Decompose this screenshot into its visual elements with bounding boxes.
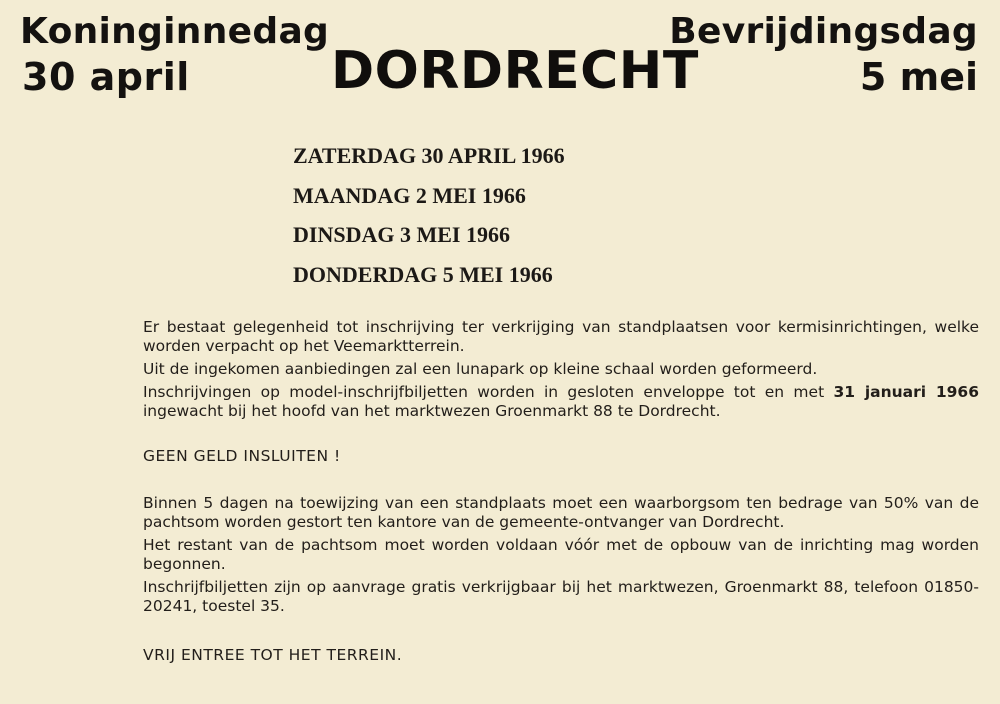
event-date: ZATERDAG 30 APRIL 1966 — [293, 143, 565, 168]
header-left-date: 30 april — [22, 55, 190, 99]
deadline-text-after: ingewacht bij het hoofd van het marktwezen Groenmarkt 88 te Dordrecht. — [143, 402, 721, 420]
header-right-event: Bevrijdingsdag — [669, 11, 978, 52]
notice-free-entry: VRIJ ENTREE TOT HET TERREIN. — [143, 646, 403, 664]
event-date: DINSDAG 3 MEI 1966 — [293, 222, 510, 247]
header-right-date: 5 mei — [859, 55, 978, 99]
event-dates-list — [293, 143, 565, 301]
paragraph-forms: Inschrijfbiljetten zijn op aanvrage gratis verkrijgbaar bij het marktwezen, Groenmarkt 88, telefoon 01850-20241, toestel 35. — [143, 578, 979, 615]
deadline-date: 31 januari 1966 — [833, 383, 979, 401]
header-left-event: Koninginnedag — [20, 11, 330, 52]
announcement-body — [143, 318, 979, 665]
event-date: DONDERDAG 5 MEI 1966 — [293, 261, 553, 287]
paragraph-registration: Er bestaat gelegenheid tot inschrijving ter verkrijging van standplaatsen voor kermisinrichtingen, welke worden verpacht op het Veemarktterrein. — [143, 318, 979, 355]
city-title: DORDRECHT — [331, 41, 699, 101]
notice-no-money: GEEN GELD INSLUITEN ! — [143, 447, 341, 465]
paragraph-remainder: Het restant van de pachtsom moet worden voldaan vóór met de opbouw van de inrichting mag worden begonnen. — [143, 536, 979, 573]
event-date: MAANDAG 2 MEI 1966 — [293, 182, 526, 208]
deadline-text-before: Inschrijvingen op model-inschrijfbiljetten worden in gesloten enveloppe tot en met — [143, 383, 834, 401]
paragraph-deposit: Binnen 5 dagen na toewijzing van een standplaats moet een waarborgsom ten bedrage van 50% van de pachtsom worden gestort ten kantore van de gemeente-ontvanger van Dordrecht. — [143, 494, 979, 531]
paragraph-lunapark: Uit de ingekomen aanbiedingen zal een lunapark op kleine schaal worden geformeerd. — [143, 360, 818, 378]
paragraph-deadline — [143, 383, 979, 421]
